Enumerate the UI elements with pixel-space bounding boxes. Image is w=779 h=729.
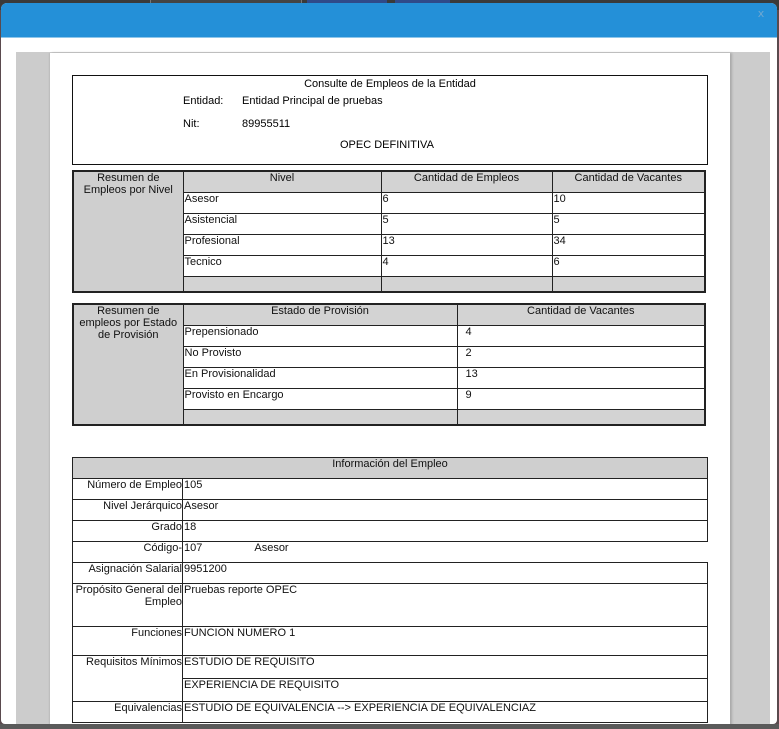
codigo-name: Asesor	[254, 542, 289, 554]
provision-summary-side-label: Resumen de empleos por Estado de Provisión	[73, 304, 183, 425]
info-row	[73, 542, 708, 563]
column-header: Estado de Provisión	[183, 304, 457, 326]
funciones-value: FUNCION NUMERO 1	[183, 627, 708, 656]
modal-header	[1, 3, 777, 38]
vacantes-cell: 4	[457, 326, 705, 347]
empty-cell	[183, 410, 457, 426]
info-row	[73, 656, 708, 679]
empleos-cell: 13	[381, 235, 552, 256]
codigo-cell	[183, 542, 708, 563]
info-row	[73, 563, 708, 584]
grado-value: 18	[183, 521, 708, 542]
empleo-info-table	[72, 457, 708, 723]
empty-cell	[381, 277, 552, 293]
empleos-cell: 6	[381, 193, 552, 214]
estado-cell: No Provisto	[183, 347, 457, 368]
empleos-cell: 4	[381, 256, 552, 277]
column-header: Cantidad de Empleos	[381, 171, 552, 193]
codigo-label: Código-	[73, 542, 183, 563]
nivel-cell: Asistencial	[183, 214, 381, 235]
column-header: Cantidad de Vacantes	[552, 171, 705, 193]
empty-cell	[183, 277, 381, 293]
provision-summary-table	[72, 303, 706, 426]
entidad-value: Entidad Principal de pruebas	[242, 95, 383, 107]
vacantes-cell: 34	[552, 235, 705, 256]
info-row	[73, 521, 708, 542]
proposito-label: Propósito General del Empleo	[73, 584, 183, 627]
vacantes-cell: 9	[457, 389, 705, 410]
codigo-value: 107	[184, 542, 203, 554]
nivel-summary-side-label: Resumen de Empleos por Nivel	[73, 171, 183, 292]
nit-value: 89955511	[242, 118, 291, 130]
close-icon[interactable]: x	[757, 7, 765, 20]
funciones-label: Funciones	[73, 627, 183, 656]
report-subtitle: OPEC DEFINITIVA	[340, 139, 434, 151]
empty-cell	[457, 410, 705, 426]
nivel-cell: Asesor	[183, 193, 381, 214]
empleo-info-header: Información del Empleo	[73, 458, 708, 479]
report-modal	[1, 3, 777, 724]
equivalencias-value: ESTUDIO DE EQUIVALENCIA --> EXPERIENCIA DE EQUIVALENCIAZ	[183, 702, 708, 723]
numero-value: 105	[183, 479, 708, 500]
requisitos-label: Requisitos Mínimos	[73, 656, 183, 702]
estado-cell: Prepensionado	[183, 326, 457, 347]
asignacion-label: Asignación Salarial	[73, 563, 183, 584]
estado-cell: En Provisionalidad	[183, 368, 457, 389]
nivel-cell: Profesional	[183, 235, 381, 256]
requisito-experiencia: EXPERIENCIA DE REQUISITO	[183, 679, 708, 702]
nivel-summary-table	[72, 170, 706, 293]
vacantes-cell: 13	[457, 368, 705, 389]
requisito-estudio: ESTUDIO DE REQUISITO	[183, 656, 708, 679]
info-row	[73, 627, 708, 656]
proposito-value: Pruebas reporte OPEC	[183, 584, 708, 627]
info-row	[73, 500, 708, 521]
vacantes-cell: 6	[552, 256, 705, 277]
asignacion-value: 9951200	[183, 563, 708, 584]
vacantes-cell: 2	[457, 347, 705, 368]
vacantes-cell: 5	[552, 214, 705, 235]
info-row	[73, 584, 708, 627]
grado-label: Grado	[73, 521, 183, 542]
background-bottom-bar	[0, 724, 779, 729]
estado-cell: Provisto en Encargo	[183, 389, 457, 410]
report-header-box	[72, 75, 708, 165]
vacantes-cell: 10	[552, 193, 705, 214]
info-row	[73, 702, 708, 723]
column-header: Cantidad de Vacantes	[457, 304, 705, 326]
pdf-viewer[interactable]	[16, 52, 770, 724]
info-row	[73, 479, 708, 500]
empleos-cell: 5	[381, 214, 552, 235]
report-page	[50, 53, 730, 724]
nivel-value: Asesor	[183, 500, 708, 521]
equivalencias-label: Equivalencias	[73, 702, 183, 723]
nivel-label: Nivel Jerárquico	[73, 500, 183, 521]
empty-cell	[552, 277, 705, 293]
nivel-cell: Tecnico	[183, 256, 381, 277]
numero-label: Número de Empleo	[73, 479, 183, 500]
nit-label: Nit:	[183, 118, 200, 130]
report-title: Consulte de Empleos de la Entidad	[304, 78, 476, 90]
entidad-label: Entidad:	[183, 95, 224, 107]
column-header: Nivel	[183, 171, 381, 193]
